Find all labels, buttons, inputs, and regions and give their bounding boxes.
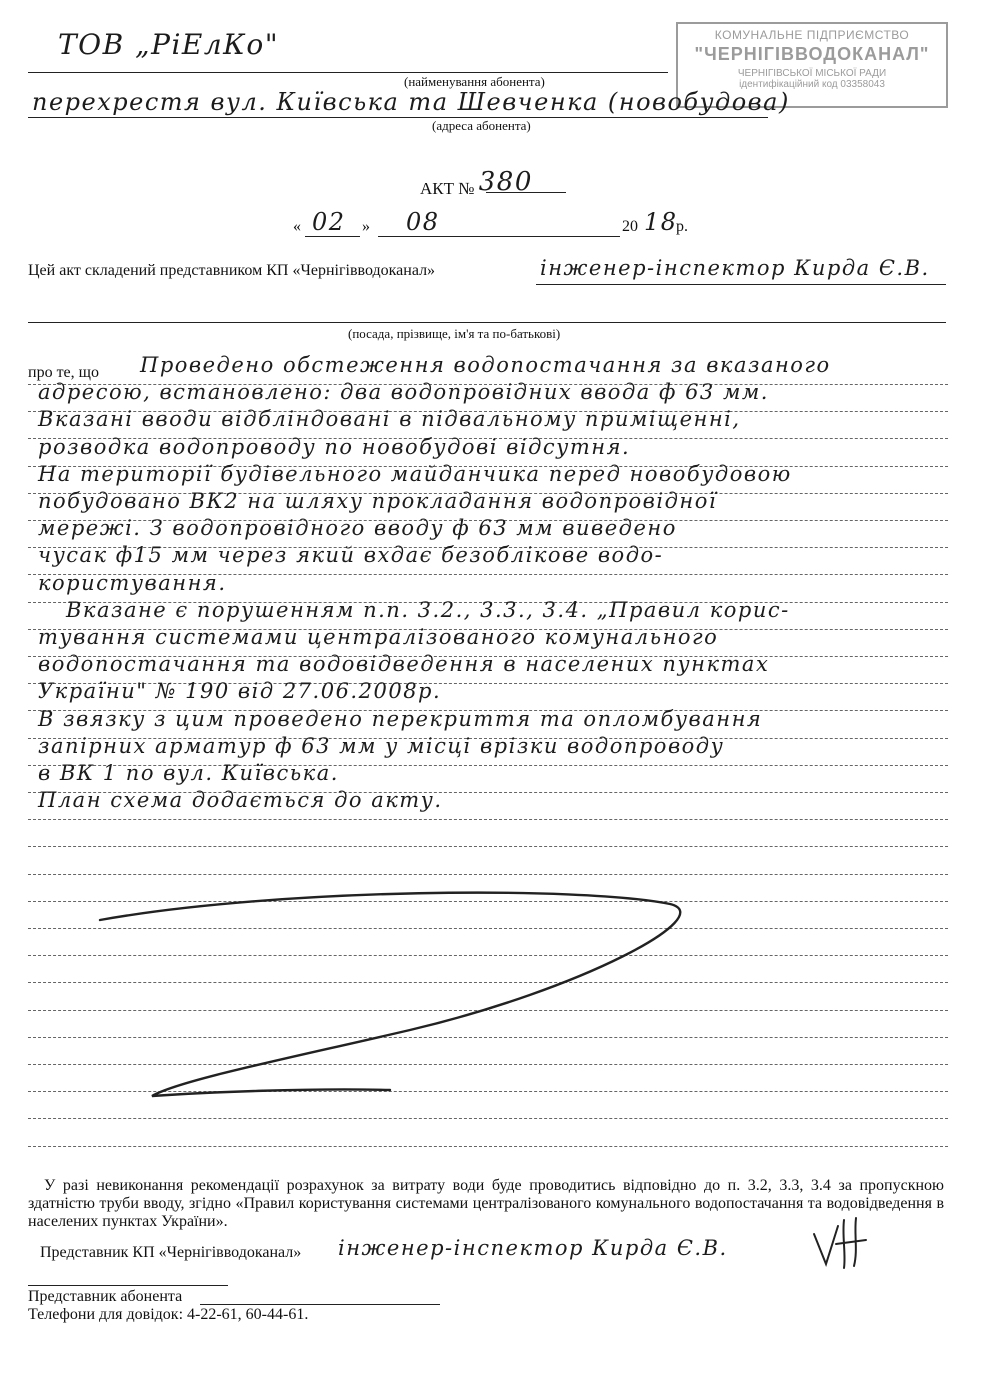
subscriber-address: перехрестя вул. Київська та Шевченка (новобудова) <box>32 88 790 116</box>
rep-value: інженер-інспектор Кирда Є.В. <box>338 1236 728 1260</box>
rep-label: Представник КП «Чернігівводоканал» <box>40 1244 302 1261</box>
subscriber-rep-rule <box>200 1304 440 1305</box>
composed-by-rule-2 <box>28 322 946 323</box>
composed-by-value: інженер-інспектор Кирда Є.В. <box>540 256 930 280</box>
body-line: План схема додається до акту. <box>38 788 443 813</box>
body-line: На території будівельного майданчика перед новобудовою <box>38 461 792 486</box>
ruled-line <box>28 846 948 847</box>
body-line: розводка водопроводу по новобудові відсутня. <box>38 434 631 459</box>
ruled-line <box>28 1118 948 1119</box>
body-line: водопостачання та водовідведення в населених пунктах <box>38 652 770 677</box>
date-month: 08 <box>406 208 440 236</box>
ruled-line <box>28 874 948 875</box>
body-line: Вказане є порушенням п.п. 3.2., 3.3., 3.4. „Правил корис- <box>66 597 790 622</box>
phones: Телефони для довідок: 4-22-61, 60-44-61. <box>28 1306 309 1323</box>
date-month-rule <box>378 236 620 237</box>
body-line: мережі. З водопровідного вводу ф 63 мм виведено <box>38 516 677 541</box>
body-line: адресою, встановлено: два водопровідних ввода ф 63 мм. <box>38 380 769 405</box>
rep-signature <box>804 1214 874 1270</box>
footer-warning: У разі невиконання рекомендації розрахунок за витрату води буде проводитись відповідно до п. 3.2, 3.3, 3.4 за пропускною здатністю труби вводу, згідно «Правил користування системами централізованого комунального водопостачання та водовідведення в населених пунктах України». <box>28 1177 944 1230</box>
composed-by-rule <box>536 284 946 285</box>
body-line: Вказані вводи відбліндовані в підвальному приміщенні, <box>38 407 741 432</box>
subscriber-address-rule <box>28 117 768 118</box>
act-number-rule <box>486 192 566 193</box>
stamp-line-3: ЧЕРНІГІВСЬКОЇ МІСЬКОЇ РАДИ <box>737 68 887 79</box>
stamp-line-4: ідентифікаційний код 03358043 <box>739 79 885 90</box>
stamp-line-2: "ЧЕРНІГІВВОДОКАНАЛ" <box>694 44 930 64</box>
act-number: 380 <box>478 167 533 197</box>
subscriber-rep-rule-left <box>28 1285 228 1286</box>
body-line: В звязку з цим проведено перекриття та опломбування <box>38 706 763 731</box>
body-line: чусак ф15 мм через який вхдає безобліковe водо- <box>38 543 664 568</box>
body-line: України" № 190 від 27.06.2008р. <box>38 679 442 704</box>
date-open: « <box>293 218 301 235</box>
subscriber-name-caption: (найменування абонента) <box>404 74 545 89</box>
body-line: тування системами централізованого комунального <box>38 625 719 649</box>
date-year-unit: р. <box>676 218 688 235</box>
body-line: Проведено обстеження водопостачання за вказаного <box>140 353 831 377</box>
act-title <box>420 167 533 201</box>
date-year-prefix: 20 <box>622 218 638 235</box>
body-line: користування. <box>38 570 227 595</box>
composed-by-caption: (посада, прізвище, ім'я та по-батькові) <box>348 326 561 341</box>
subscriber-address-caption: (адреса абонента) <box>432 118 531 133</box>
cancellation-scribble <box>60 880 740 1110</box>
body-line: побудовано ВК2 на шляху прокладання водопровідної <box>38 489 718 513</box>
date-day: 02 <box>312 208 346 236</box>
ruled-line <box>28 1146 948 1147</box>
subscriber-name-rule <box>28 72 668 73</box>
composed-by-label: Цей акт складений представником КП «Чернігівводоканал» <box>28 262 436 279</box>
subscriber-name: ТОВ „РіЕлКо" <box>58 28 280 61</box>
act-title-prefix: АКТ № <box>420 179 475 198</box>
body-line: запірних арматур ф 63 мм у місці врізки водопроводу <box>38 733 725 758</box>
body-intro: про те, що <box>28 364 99 381</box>
subscriber-rep-label: Представник абонента <box>28 1288 183 1305</box>
date-close: » <box>362 218 370 235</box>
ruled-line <box>28 819 948 820</box>
date-day-rule <box>305 236 360 237</box>
date-year-suffix: 18 <box>644 208 678 236</box>
stamp-line-1: КОМУНАЛЬНЕ ПІДПРИЄМСТВО <box>714 28 910 42</box>
body-line: в ВК 1 по вул. Київська. <box>38 761 339 785</box>
